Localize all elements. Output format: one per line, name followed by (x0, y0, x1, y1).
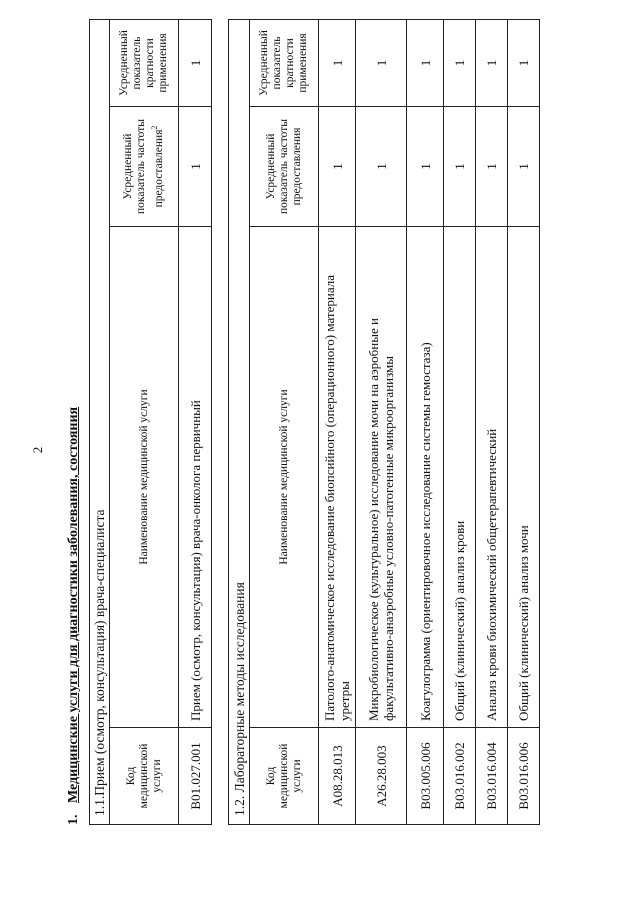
service-name: Общий (клинический) анализ мочи (508, 227, 540, 728)
page-number: 2 (30, 446, 45, 454)
table-consultations (89, 19, 212, 825)
frequency-value: 1 (407, 107, 444, 227)
frequency-value: 1 (508, 107, 540, 227)
header-multiplicity: Усредненный показатель кратности применения (110, 20, 179, 107)
table-lab-methods (228, 19, 540, 825)
service-code: A08.28.013 (319, 728, 356, 825)
table-header-row (250, 19, 319, 824)
table-title-row (229, 19, 250, 824)
section-number: 1. (66, 814, 81, 825)
header-frequency (110, 107, 179, 227)
table-title: 1.2. Лабораторные методы исследования (229, 19, 250, 824)
table-title: 1.1.Прием (осмотр, консультация) врача-специалиста (90, 20, 110, 825)
table-title-row (90, 20, 110, 825)
section-title: Медицинские услуги для диагностики заболевания, состояния (66, 406, 81, 803)
frequency-value: 1 (476, 107, 508, 227)
header-name: Наименование медицинской услуги (110, 227, 179, 728)
multiplicity-value: 1 (179, 20, 212, 107)
service-name: Патолого-анатомическое исследование биопсийного (операционного) материала уретры (319, 227, 356, 728)
header-multiplicity: Усредненный показатель кратности применения (250, 19, 319, 106)
frequency-value: 1 (319, 107, 356, 227)
table-row (444, 19, 476, 824)
section-heading (66, 407, 82, 825)
multiplicity-value: 1 (407, 19, 444, 106)
table-row (356, 19, 407, 824)
service-code: B03.016.004 (476, 728, 508, 825)
table-row (508, 19, 540, 824)
frequency-value: 1 (444, 107, 476, 227)
multiplicity-value: 1 (476, 19, 508, 106)
footnote-marker: 2 (150, 125, 160, 130)
service-code: B01.027.001 (179, 728, 212, 825)
table-header-row (110, 20, 179, 825)
multiplicity-value: 1 (356, 19, 407, 106)
table-row (476, 19, 508, 824)
service-name: Коагулограмма (ориентировочное исследование системы гемостаза) (407, 227, 444, 728)
multiplicity-value: 1 (508, 19, 540, 106)
header-name: Наименование медицинской услуги (250, 227, 319, 728)
service-name: Микробиологическое (культуральное) исследование мочи на аэробные и факультативно-анаэробные условно-патогенные микроорганизмы (356, 227, 407, 728)
service-name: Прием (осмотр, консультация) врача-онколога первичный (179, 227, 212, 728)
service-code: A26.28.003 (356, 728, 407, 825)
header-code: Код медицинской услуги (250, 728, 319, 825)
header-code: Код медицинской услуги (110, 728, 179, 825)
service-code: B03.016.002 (444, 728, 476, 825)
frequency-value: 1 (356, 107, 407, 227)
table-row (407, 19, 444, 824)
table-row (319, 19, 356, 824)
frequency-value: 1 (179, 107, 212, 227)
service-code: B03.016.006 (508, 728, 540, 825)
service-name: Общий (клинический) анализ крови (444, 227, 476, 728)
header-frequency-text: Усредненный показатель частоты предоставления (122, 119, 165, 214)
multiplicity-value: 1 (444, 19, 476, 106)
table-row (179, 20, 212, 825)
service-name: Анализ крови биохимический общетерапевтический (476, 227, 508, 728)
service-code: B03.005.006 (407, 728, 444, 825)
multiplicity-value: 1 (319, 19, 356, 106)
header-frequency: Усредненный показатель частоты предоставления (250, 107, 319, 227)
